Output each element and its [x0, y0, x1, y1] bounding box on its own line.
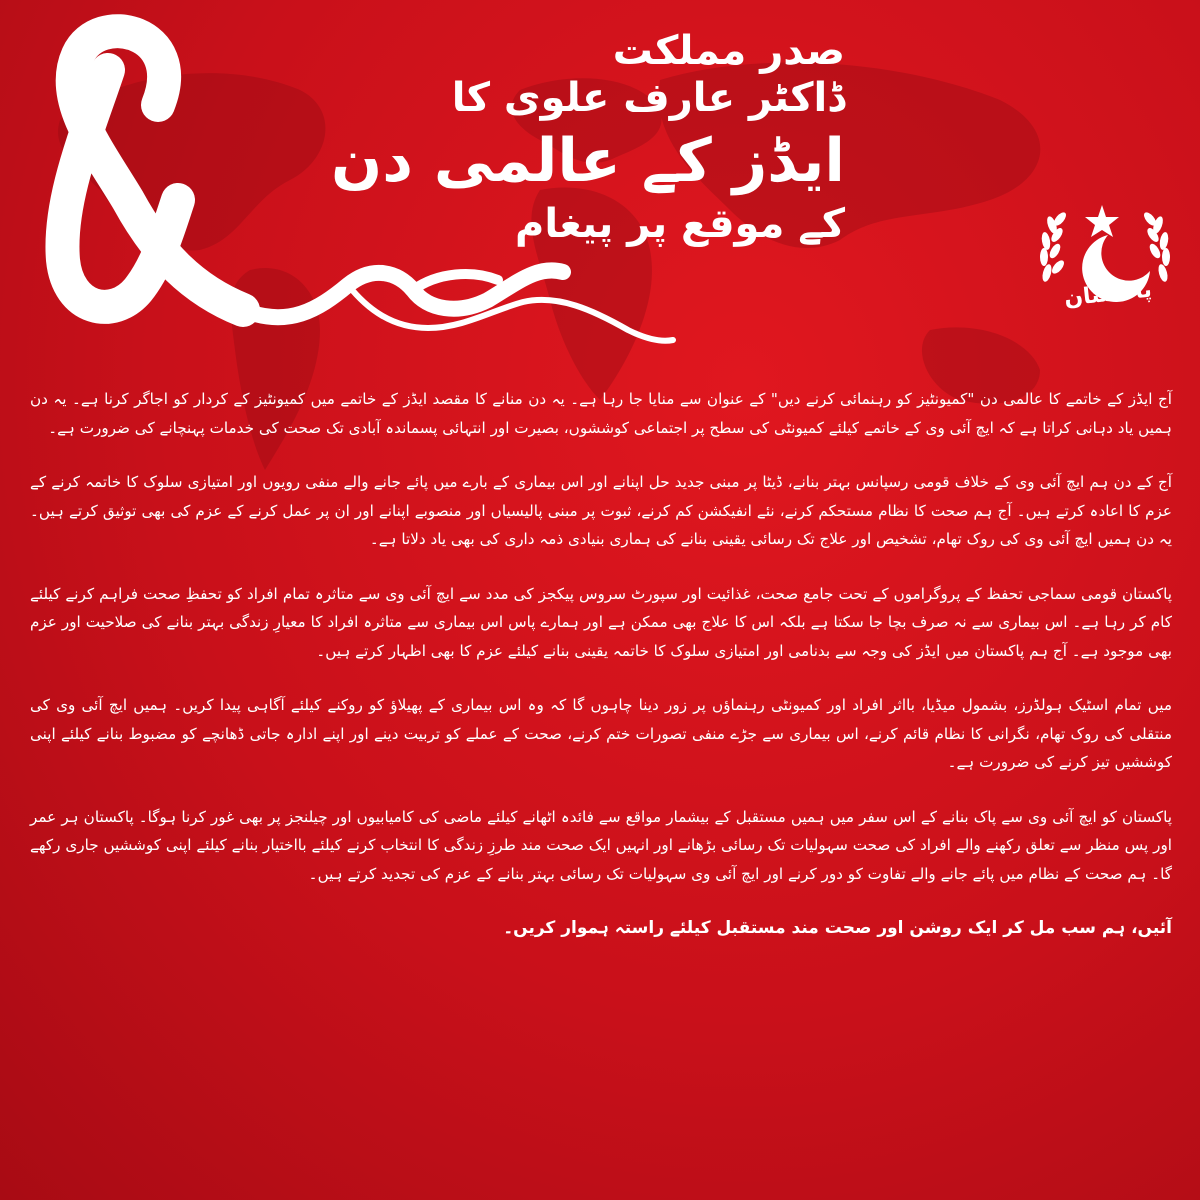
headline-line-2: ڈاکٹر عارف علوی کا — [451, 75, 845, 122]
message-paragraph-4: میں تمام اسٹیک ہولڈرز، بشمول میڈیا، بااثر افراد اور کمیونٹی رہنماؤں پر زور دینا چاہوں گا کہ وہ اس بیماری کے پھیلاؤ کو روکنے کیلئے آگاہی پیدا کریں۔ ہمیں ایچ آئی وی کی منتقلی کی روک تھام، نگرانی کا نظام قائم کرنے، اس بیماری سے جڑے منفی تصورات ختم کرنے، صحت کے عملے کو تربیت دینے اور اپنے ادارہ جاتی ڈھانچے کو مضبوط بنانے کیلئے اپنی کوششیں تیز کرنے کی ضرورت ہے۔ — [30, 696, 1172, 771]
message-body — [30, 385, 1172, 969]
emblem-pakistan-label: پاکستان — [1063, 277, 1153, 312]
message-paragraph-3: پاکستان قومی سماجی تحفظ کے پروگراموں کے تحت جامع صحت، غذائیت اور سپورٹ سروس پیکجز کی مدد سے ایچ آئی وی سے متاثرہ تمام افراد کو تحفظِ صحت فراہم کرنے کیلئے کام کر رہا ہے۔ اس بیماری سے نہ صرف بچا جا سکتا ہے بلکہ اس کا علاج بھی ممکن ہے اور ہمارے پاس اس بیماری سے متاثرہ افراد کا معیارِ زندگی بہتر بنانے کی صلاحیت اور عزم بھی موجود ہے۔ آج ہم پاکستان میں ایڈز کی وجہ سے بدنامی اور امتیازی سلوک کا خاتمہ یقینی بنانے کیلئے عزم کا بھی اظہار کرتے ہیں۔ — [30, 584, 1172, 660]
message-closing-line: آئیں، ہم سب مل کر ایک روشن اور صحت مند مستقبل کیلئے راستہ ہموار کریں۔ — [503, 918, 1172, 938]
headline-line-1: صدر مملکت — [612, 28, 845, 74]
headline-line-4: کے موقع پر پیغام — [515, 201, 845, 248]
message-paragraph-5: پاکستان کو ایچ آئی وی سے پاک بنانے کے اس سفر میں ہمیں مستقبل کے بیشمار مواقع سے فائدہ اٹھانے کیلئے ماضی کی کامیابیوں اور چیلنجز پر بھی غور کرنا ہوگا۔ پاکستان ہر عمر اور پس منظر سے تعلق رکھنے والے افراد کی صحت سہولیات تک رسائی بڑھانے اور انہیں ایک صحت مند طرزِ زندگی کا انتخاب کرنے کیلئے بااختیار بنانے کیلئے اپنی کوششیں جاری رکھے گا۔ ہم صحت کے نظام میں پائے جانے والے تفاوت کو دور کرنے اور ایچ آئی وی سہولیات تک رسائی بہتر بنانے کے عزم کی تجدید کرتے ہیں۔ — [30, 807, 1172, 883]
headline — [285, 28, 845, 248]
message-paragraph-2: آج کے دن ہم ایچ آئی وی کے خلاف قومی رسپانس بہتر بنانے، ڈیٹا پر مبنی جدید حل اپنانے اور اس بیماری کے بارے میں پائے جانے والے منفی رویوں اور امتیازی سلوک کا خاتمہ کرنے کے عزم کا اعادہ کرتے ہیں۔ آج ہم صحت کا نظام مستحکم کرنے، نئے انفیکشن کم کرنے، ثبوت پر مبنی پالیسیاں اور منصوبے اپنانے اور ان پر عمل کرنے کے عزم کی بھی توثیق کرتے ہیں۔ یہ دن ہمیں ایچ آئی وی کی روک تھام، تشخیص اور علاج تک رسائی یقینی بنانے کی ہماری بنیادی ذمہ داری کی بھی یاد دلاتا ہے۔ — [30, 473, 1172, 548]
headline-line-3: ایڈز کے عالمی دن — [331, 126, 845, 197]
message-paragraph-1: آج ایڈز کے خاتمے کا عالمی دن "کمیونٹیز کو رہنمائی کرنے دیں" کے عنوان سے منایا جا رہا ہے۔ یہ دن منانے کا مقصد ایڈز کے خاتمے میں کمیونٹیز کے کردار کو اجاگر کرنا ہے۔ یہ دن ہمیں یاد دہانی کراتا ہے کہ ایچ آئی وی کے خاتمے کیلئے کمیونٹی کی سطح پر اجتماعی کوششوں، بصیرت اور انتہائی پسماندہ آبادی تک صحت کی خدمات پہنچانے کی ضرورت ہے۔ — [30, 390, 1172, 437]
